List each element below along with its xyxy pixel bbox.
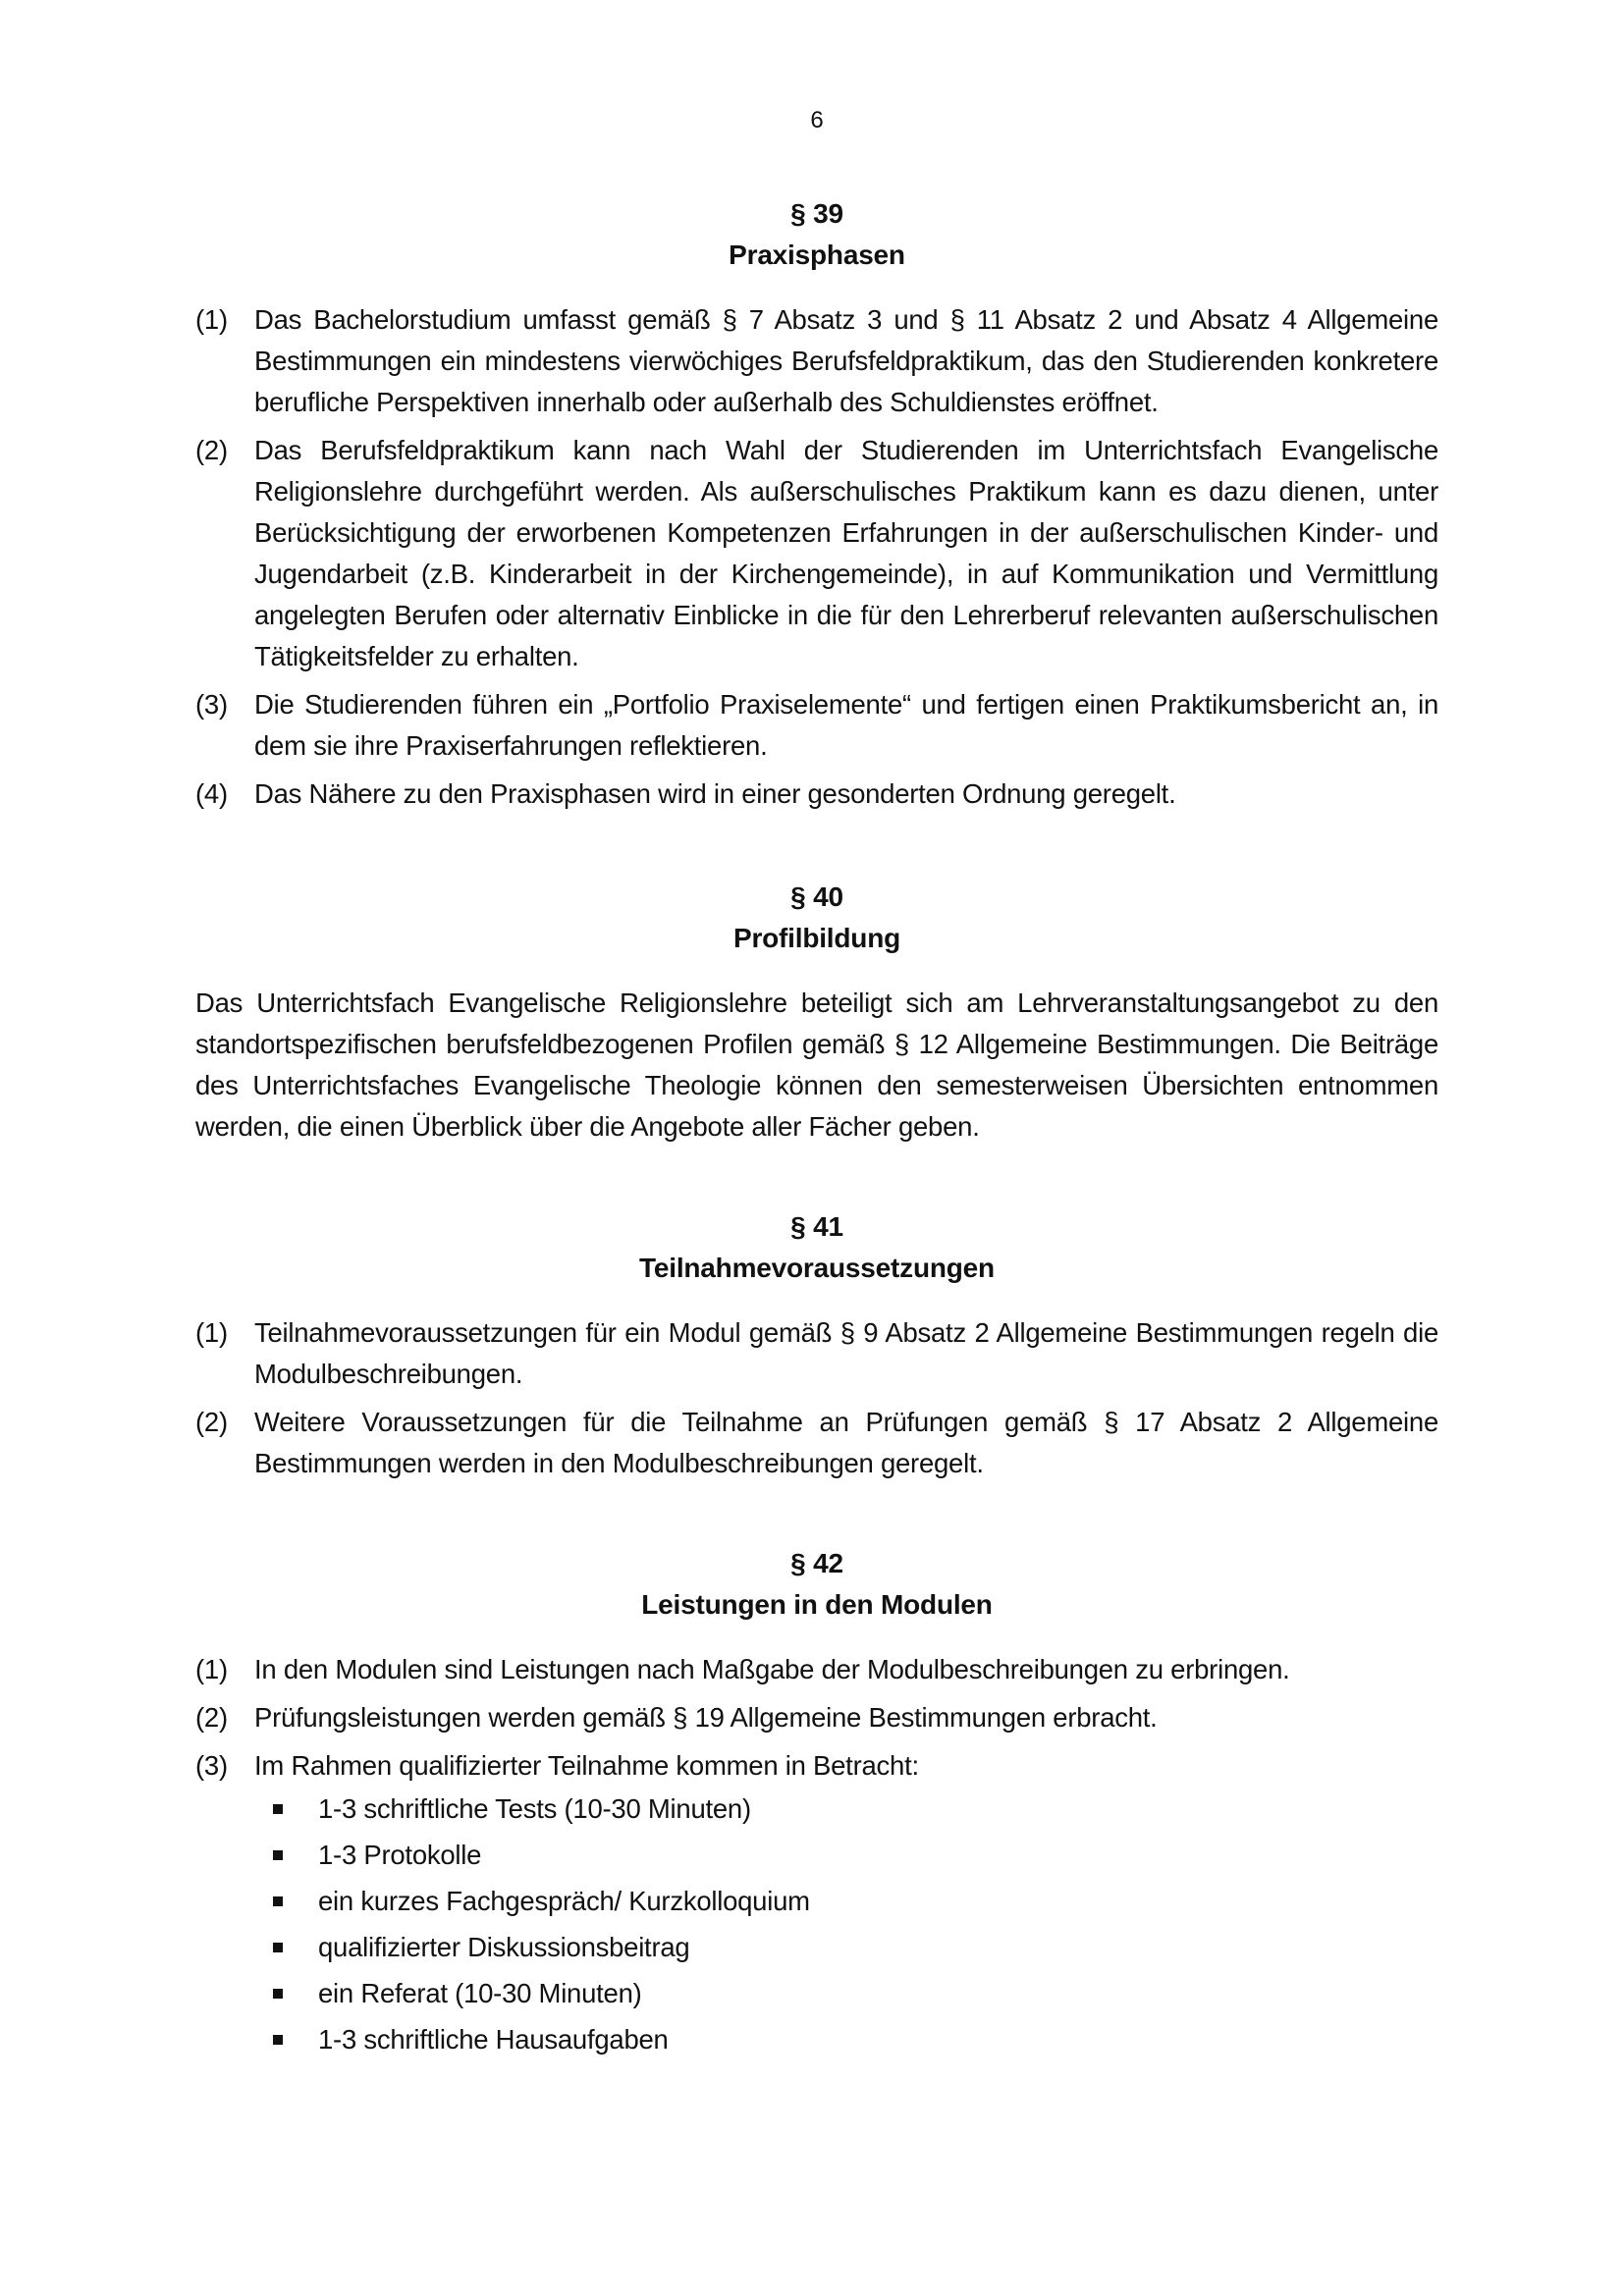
list-item (195, 684, 1438, 767)
section-title: Profilbildung (732, 923, 901, 953)
paragraph-number: (1) (195, 1317, 228, 1348)
square-bullet-icon (195, 1989, 318, 1999)
section-title: Praxisphasen (729, 240, 905, 270)
paragraph-text: Das Nähere zu den Praxisphasen wird in einer gesonderten Ordnung geregelt. (254, 778, 1176, 809)
document-page (195, 0, 1438, 2296)
section-heading (195, 1206, 1438, 1289)
paragraph-text: Prüfungsleistungen werden gemäß § 19 Allgemeine Bestimmungen erbracht. (254, 1702, 1158, 1733)
list-item (195, 430, 1438, 677)
list-item (195, 1402, 1438, 1484)
paragraph-text: Das Berufsfeldpraktikum kann nach Wahl der Studierenden im Unterrichtsfach Evangelische Religionslehre durchgeführt werden. Als außerschulisches Praktikum kann es dazu dienen, unter Berücksichtigung der erworbenen Kompetenzen Erfahrungen in der außerschulischen Kinder- und Jugendarbeit (z.B. Kinderarbeit in der Kirchengemeinde), in auf Kommunikation und Vermittlung angelegten Berufen oder alternativ Einblicke in die für den Lehrerberuf relevanten außerschulischen Tätigkeitsfelder zu erhalten. (254, 435, 1438, 671)
section-number: § 39 (790, 198, 843, 229)
section-number: § 42 (790, 1548, 843, 1578)
bullet-list (195, 1789, 1438, 2060)
list-item (195, 1649, 1438, 1690)
paragraph-text: Weitere Voraussetzungen für die Teilnahme an Prüfungen gemäß § 17 Absatz 2 Allgemeine Bestimmungen werden in den Modulbeschreibungen geregelt. (254, 1407, 1438, 1478)
list-item (195, 1745, 1438, 1787)
paragraph-text: Das Unterrichtsfach Evangelische Religionslehre beteiligt sich am Lehrveranstaltungsangebot zu den standortspezifischen berufsfeldbezogenen Profilen gemäß § 12 Allgemeine Bestimmungen. Die Beiträge des Unterrichtsfaches Evangelische Theologie können den semesterweisen Übersichten entnommen werden, die einen Überblick über die Angebote aller Fächer geben. (195, 988, 1438, 1142)
bullet-text: ein Referat (10-30 Minuten) (318, 1978, 642, 2008)
paragraph-list (195, 299, 1438, 815)
paragraph-number: (3) (195, 1750, 228, 1781)
section-number: § 41 (790, 1211, 843, 1242)
list-item (195, 1789, 1438, 1830)
section-number: § 40 (790, 881, 843, 912)
paragraph-number: (2) (195, 435, 228, 465)
section-title: Leistungen in den Modulen (641, 1589, 993, 1620)
list-item (195, 1835, 1438, 1876)
paragraph-text: In den Modulen sind Leistungen nach Maßgabe der Modulbeschreibungen zu erbringen. (254, 1654, 1290, 1684)
paragraph-text: Teilnahmevoraussetzungen für ein Modul gemäß § 9 Absatz 2 Allgemeine Bestimmungen regeln die Modulbeschreibungen. (254, 1317, 1438, 1389)
bullet-text: ein kurzes Fachgespräch/ Kurzkolloquium (318, 1886, 810, 1916)
section-title: Teilnahmevoraussetzungen (639, 1253, 995, 1283)
page-number: 6 (810, 107, 824, 133)
paragraph-text: Das Bachelorstudium umfasst gemäß § 7 Absatz 3 und § 11 Absatz 2 und Absatz 4 Allgemeine Bestimmungen ein mindestens vierwöchiges Berufsfeldpraktikum, das den Studierenden konkretere berufliche Perspektiven innerhalb oder außerhalb des Schuldienstes eröffnet. (254, 304, 1438, 417)
paragraph-number: (4) (195, 778, 228, 809)
paragraph-number: (1) (195, 304, 228, 335)
section-42 (195, 1543, 1438, 2065)
list-item (195, 299, 1438, 423)
list-item (195, 1973, 1438, 2014)
bullet-text: qualifizierter Diskussionsbeitrag (318, 1932, 690, 1962)
section-heading (195, 877, 1438, 959)
bullet-text: 1-3 schriftliche Hausaufgaben (318, 2024, 669, 2055)
section-heading (195, 193, 1438, 276)
list-item (195, 1312, 1438, 1395)
list-item (195, 1697, 1438, 1738)
paragraph-number: (3) (195, 689, 228, 720)
paragraph-text: Im Rahmen qualifizierter Teilnahme kommen in Betracht: (254, 1750, 919, 1781)
square-bullet-icon (195, 2035, 318, 2045)
bullet-text: 1-3 schriftliche Tests (10-30 Minuten) (318, 1793, 751, 1824)
paragraph-text: Die Studierenden führen ein „Portfolio Praxiselemente“ und fertigen einen Praktikumsbericht an, in dem sie ihre Praxiserfahrungen reflektieren. (254, 689, 1438, 761)
list-item (195, 1881, 1438, 1922)
list-item (195, 774, 1438, 815)
section-heading (195, 1543, 1438, 1626)
bullet-text: 1-3 Protokolle (318, 1840, 482, 1870)
square-bullet-icon (195, 1943, 318, 1952)
section-39 (195, 193, 1438, 822)
paragraph-number: (2) (195, 1702, 228, 1733)
list-item (195, 1927, 1438, 1968)
paragraph-list (195, 1312, 1438, 1484)
paragraph-number: (1) (195, 1654, 228, 1684)
list-item (195, 2019, 1438, 2060)
square-bullet-icon (195, 1850, 318, 1860)
paragraph-number: (2) (195, 1407, 228, 1437)
section-41 (195, 1206, 1438, 1491)
section-40 (195, 877, 1438, 1148)
square-bullet-icon (195, 1804, 318, 1814)
paragraph-list (195, 1649, 1438, 1787)
square-bullet-icon (195, 1896, 318, 1906)
